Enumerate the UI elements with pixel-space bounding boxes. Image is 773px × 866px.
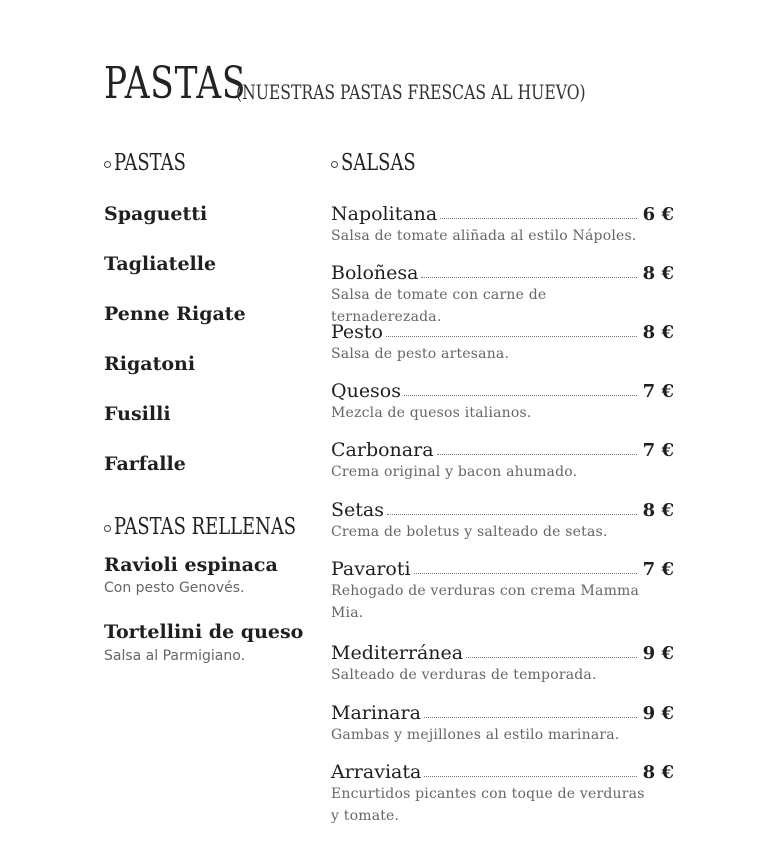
sauce-price: 8 € [642, 322, 674, 343]
sauce-item [331, 499, 674, 543]
sauce-name: Boloñesa [331, 262, 419, 284]
sauce-item [331, 761, 674, 827]
sauce-name: Marinara [331, 702, 421, 724]
sauce-name: Pavaroti [331, 558, 411, 580]
sauce-price: 6 € [642, 204, 674, 225]
leader-dots [437, 453, 637, 455]
leader-dots [421, 276, 636, 278]
sauce-desc: Salsa de pesto artesana. [331, 346, 510, 362]
title-main: PASTAS [104, 58, 247, 109]
leader-dots [440, 217, 636, 219]
pasta-item: Penne Rigate [104, 303, 246, 325]
sauce-desc: Crema de boletus y salteado de setas. [331, 524, 608, 540]
sauce-name: Quesos [331, 380, 401, 402]
sauce-price: 7 € [642, 559, 674, 580]
rellena-desc: Salsa al Parmigiano. [104, 648, 246, 664]
sauce-desc: Crema original y bacon ahumado. [331, 464, 578, 480]
page-title [104, 58, 586, 109]
leader-dots [404, 394, 637, 396]
sauce-item [331, 203, 674, 247]
salsas-heading [331, 150, 437, 176]
leader-dots [386, 335, 637, 337]
sauce-desc: Salteado de verduras de temporada. [331, 667, 597, 683]
sauce-price: 8 € [642, 263, 674, 284]
sauce-price: 7 € [642, 440, 674, 461]
sauce-price: 8 € [642, 762, 674, 783]
title-subtitle: (NUESTRAS PASTAS FRESCAS AL HUEVO) [236, 80, 586, 104]
sauce-desc: Encurtidos picantes con toque de verduras y tomate. [331, 786, 645, 824]
sauce-desc: Rehogado de verduras con crema Mamma Mia. [331, 583, 640, 621]
sauce-item [331, 702, 674, 746]
rellenas-heading-label: PASTAS RELLENAS [114, 514, 297, 540]
sauce-item [331, 321, 674, 365]
sauce-item [331, 439, 674, 483]
sauce-item [331, 262, 674, 328]
sauce-name: Pesto [331, 321, 383, 343]
pasta-item: Rigatoni [104, 353, 196, 375]
salsas-heading-label: SALSAS [341, 150, 416, 176]
sauce-desc: Salsa de tomate aliñada al estilo Nápoles. [331, 228, 637, 244]
pasta-item: Farfalle [104, 453, 186, 475]
pasta-item: Fusilli [104, 403, 171, 425]
leader-dots [424, 775, 636, 777]
leader-dots [414, 572, 637, 574]
pasta-item: Spaguetti [104, 203, 208, 225]
sauce-desc: Gambas y mejillones al estilo marinara. [331, 727, 620, 743]
pastas-heading [104, 150, 206, 176]
sauce-name: Carbonara [331, 439, 434, 461]
sauce-name: Arraviata [331, 761, 422, 783]
leader-dots [424, 716, 637, 718]
bullet-icon [104, 161, 111, 168]
sauce-price: 9 € [642, 703, 674, 724]
sauce-price: 8 € [642, 500, 674, 521]
bullet-icon [331, 161, 338, 168]
sauce-item [331, 642, 674, 686]
sauce-name: Mediterránea [331, 642, 464, 664]
sauce-item [331, 558, 674, 624]
sauce-item [331, 380, 674, 424]
pastas-heading-label: PASTAS [114, 150, 186, 176]
sauce-desc: Mezcla de quesos italianos. [331, 405, 532, 421]
leader-dots [387, 513, 637, 515]
sauce-name: Napolitana [331, 203, 438, 225]
sauce-desc: Salsa de tomate con carne de ternaderezada. [331, 287, 547, 325]
rellena-name: Tortellini de queso [104, 621, 304, 643]
sauce-price: 7 € [642, 381, 674, 402]
rellenas-heading [104, 514, 347, 540]
sauce-name: Setas [331, 499, 384, 521]
rellena-desc: Con pesto Genovés. [104, 580, 245, 596]
bullet-icon [104, 525, 111, 532]
rellena-name: Ravioli espinaca [104, 554, 278, 576]
leader-dots [466, 656, 637, 658]
sauce-price: 9 € [642, 643, 674, 664]
pasta-item: Tagliatelle [104, 253, 217, 275]
